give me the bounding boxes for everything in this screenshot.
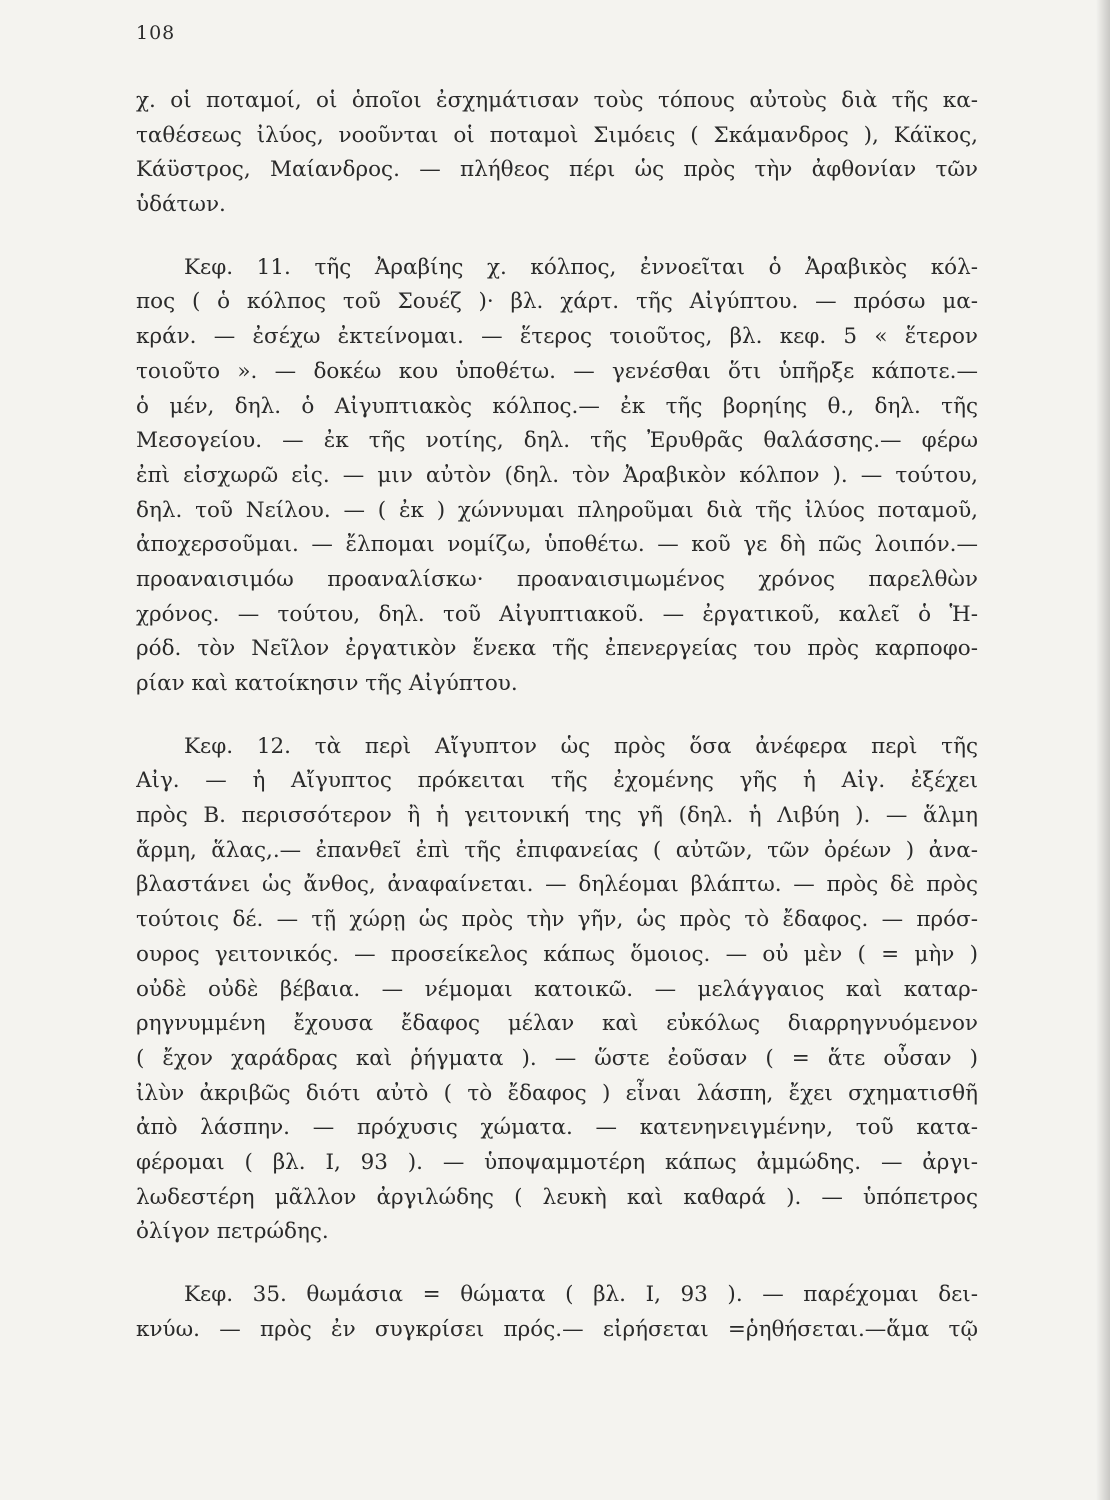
text-line: δηλ. τοῦ Νείλου. — ( ἐκ ) χώννυμαι πληροῦμαι διὰ τῆς ἰλύος ποταμοῦ,: [136, 497, 978, 523]
text-line: χ. οἱ ποταμοί, οἱ ὁποῖοι ἐσχημάτισαν τοὺς τόπους αὐτοὺς διὰ τῆς κα-: [136, 88, 978, 113]
text-line: ρίαν καὶ κατοίκησιν τῆς Αἰγύπτου.: [136, 671, 518, 696]
text-line: ἅρμη, ἅλας,.— ἐπανθεῖ ἐπὶ τῆς ἐπιφανείας ( αὐτῶν, τῶν ὀρέων ) ἀνα-: [136, 837, 978, 863]
text-line: ἰλὺν ἀκριβῶς διότι αὐτὸ ( τὸ ἔδαφος ) εἶναι λάσπη, ἔχει σχηματισθῆ: [136, 1080, 978, 1106]
paragraph-chapter-35: [136, 1278, 978, 1347]
text-line: Κάϋστρος, Μαίανδρος. — πλήθεος πέρι ὡς πρὸς τὴν ἀφθονίαν τῶν: [136, 157, 978, 183]
text-line: βλαστάνει ὡς ἄνθος, ἀναφαίνεται. — δηλέομαι βλάπτω. — πρὸς δὲ πρὸς: [136, 872, 978, 898]
text-line: ἀποχερσοῦμαι. — ἔλπομαι νομίζω, ὑποθέτω. — κοῦ γε δὴ πῶς λοιπόν.—: [136, 532, 978, 558]
page-edge-shadow: [1096, 0, 1110, 1500]
text-line: προαναισιμόω προαναλίσκω· προαναισιμωμένος χρόνος παρελθὼν: [136, 566, 978, 592]
text-line: ρόδ. τὸν Νεῖλον ἐργατικὸν ἕνεκα τῆς ἐπενεργείας του πρὸς καρποφο-: [136, 636, 978, 662]
text-line: κράν. — ἐσέχω ἐκτείνομαι. — ἕτερος τοιοῦτος, βλ. κεφ. 5 « ἕτερον: [136, 324, 978, 350]
text-line: χρόνος. — τούτου, δηλ. τοῦ Αἰγυπτιακοῦ. — ἐργατικοῦ, καλεῖ ὁ Ἡ-: [136, 601, 978, 627]
text-line: Κεφ. 35. θωμάσια = θώματα ( βλ. I, 93 ). — παρέχομαι δει-: [184, 1282, 978, 1307]
text-line: ταθέσεως ἰλύος, νοοῦνται οἱ ποταμοὶ Σιμόεις ( Σκάμανδρος ), Κάϊκος,: [136, 122, 978, 148]
text-line: ἐπὶ εἰσχωρῶ εἰς. — μιν αὐτὸν (δηλ. τὸν Ἀραβικὸν κόλπον ). — τούτου,: [136, 462, 978, 488]
page-body: [136, 84, 978, 1375]
text-line: ὑδάτων.: [136, 192, 226, 218]
paragraph-commentary-continuation: [136, 84, 978, 223]
page-number: 108: [136, 22, 176, 44]
text-line: κνύω. — πρὸς ἐν συγκρίσει πρός.— εἰρήσεται =ῥηθήσεται.—ἅμα τῷ: [136, 1316, 978, 1342]
text-line: Αἰγ. — ἡ Αἴγυπτος πρόκειται τῆς ἐχομένης γῆς ἡ Αἰγ. ἐξέχει: [136, 768, 978, 794]
text-line: λωδεστέρη μᾶλλον ἀργιλώδης ( λευκὴ καὶ καθαρά ). — ὑπόπετρος: [136, 1184, 978, 1210]
text-line: ὀλίγον πετρώδης.: [136, 1219, 329, 1245]
text-line: οὐδὲ οὐδὲ βέβαια. — νέμομαι κατοικῶ. — μελάγγαιος καὶ καταρ-: [136, 976, 978, 1002]
text-line: τούτοις δέ. — τῇ χώρῃ ὡς πρὸς τὴν γῆν, ὡς πρὸς τὸ ἔδαφος. — πρόσ-: [136, 907, 978, 933]
paragraph-chapter-12: [136, 730, 978, 1250]
text-line: Κεφ. 12. τὰ περὶ Αἴγυπτον ὡς πρὸς ὅσα ἀνέφερα περὶ τῆς: [184, 733, 978, 759]
text-line: ( ἔχον χαράδρας καὶ ῥήγματα ). — ὥστε ἐοῦσαν ( = ἅτε οὖσαν ): [136, 1045, 978, 1071]
paragraph-chapter-11: [136, 251, 978, 702]
text-line: ουρος γειτονικός. — προσείκελος κάπως ὅμοιος. — οὐ μὲν ( = μὴν ): [136, 941, 978, 967]
text-line: πος ( ὁ κόλπος τοῦ Σουέζ )· βλ. χάρτ. τῆς Αἰγύπτου. — πρόσω μα-: [136, 289, 978, 315]
text-line: ἀπὸ λάσπην. — πρόχυσις χώματα. — κατενηνειγμένην, τοῦ κατα-: [136, 1115, 978, 1141]
text-line: ὁ μέν, δηλ. ὁ Αἰγυπτιακὸς κόλπος.— ἐκ τῆς βορηίης θ., δηλ. τῆς: [136, 393, 978, 419]
text-line: Κεφ. 11. τῆς Ἀραβίης χ. κόλπος, ἐννοεῖται ὁ Ἀραβικὸς κόλ-: [184, 254, 978, 280]
text-line: πρὸς Β. περισσότερον ἢ ἡ γειτονική της γῆ (δηλ. ἡ Λιβύη ). — ἅλμη: [136, 803, 978, 829]
text-line: ρηγνυμμένη ἔχουσα ἔδαφος μέλαν καὶ εὐκόλως διαρρηγνυόμενον: [136, 1011, 978, 1037]
text-line: Μεσογείου. — ἐκ τῆς νοτίης, δηλ. τῆς Ἐρυθρᾶς θαλάσσης.— φέρω: [136, 428, 978, 454]
text-line: τοιοῦτο ». — δοκέω κου ὑποθέτω. — γενέσθαι ὅτι ὑπῆρξε κάποτε.—: [136, 358, 978, 384]
text-line: φέρομαι ( βλ. I, 93 ). — ὑποψαμμοτέρη κάπως ἀμμώδης. — ἀργι-: [136, 1149, 978, 1175]
